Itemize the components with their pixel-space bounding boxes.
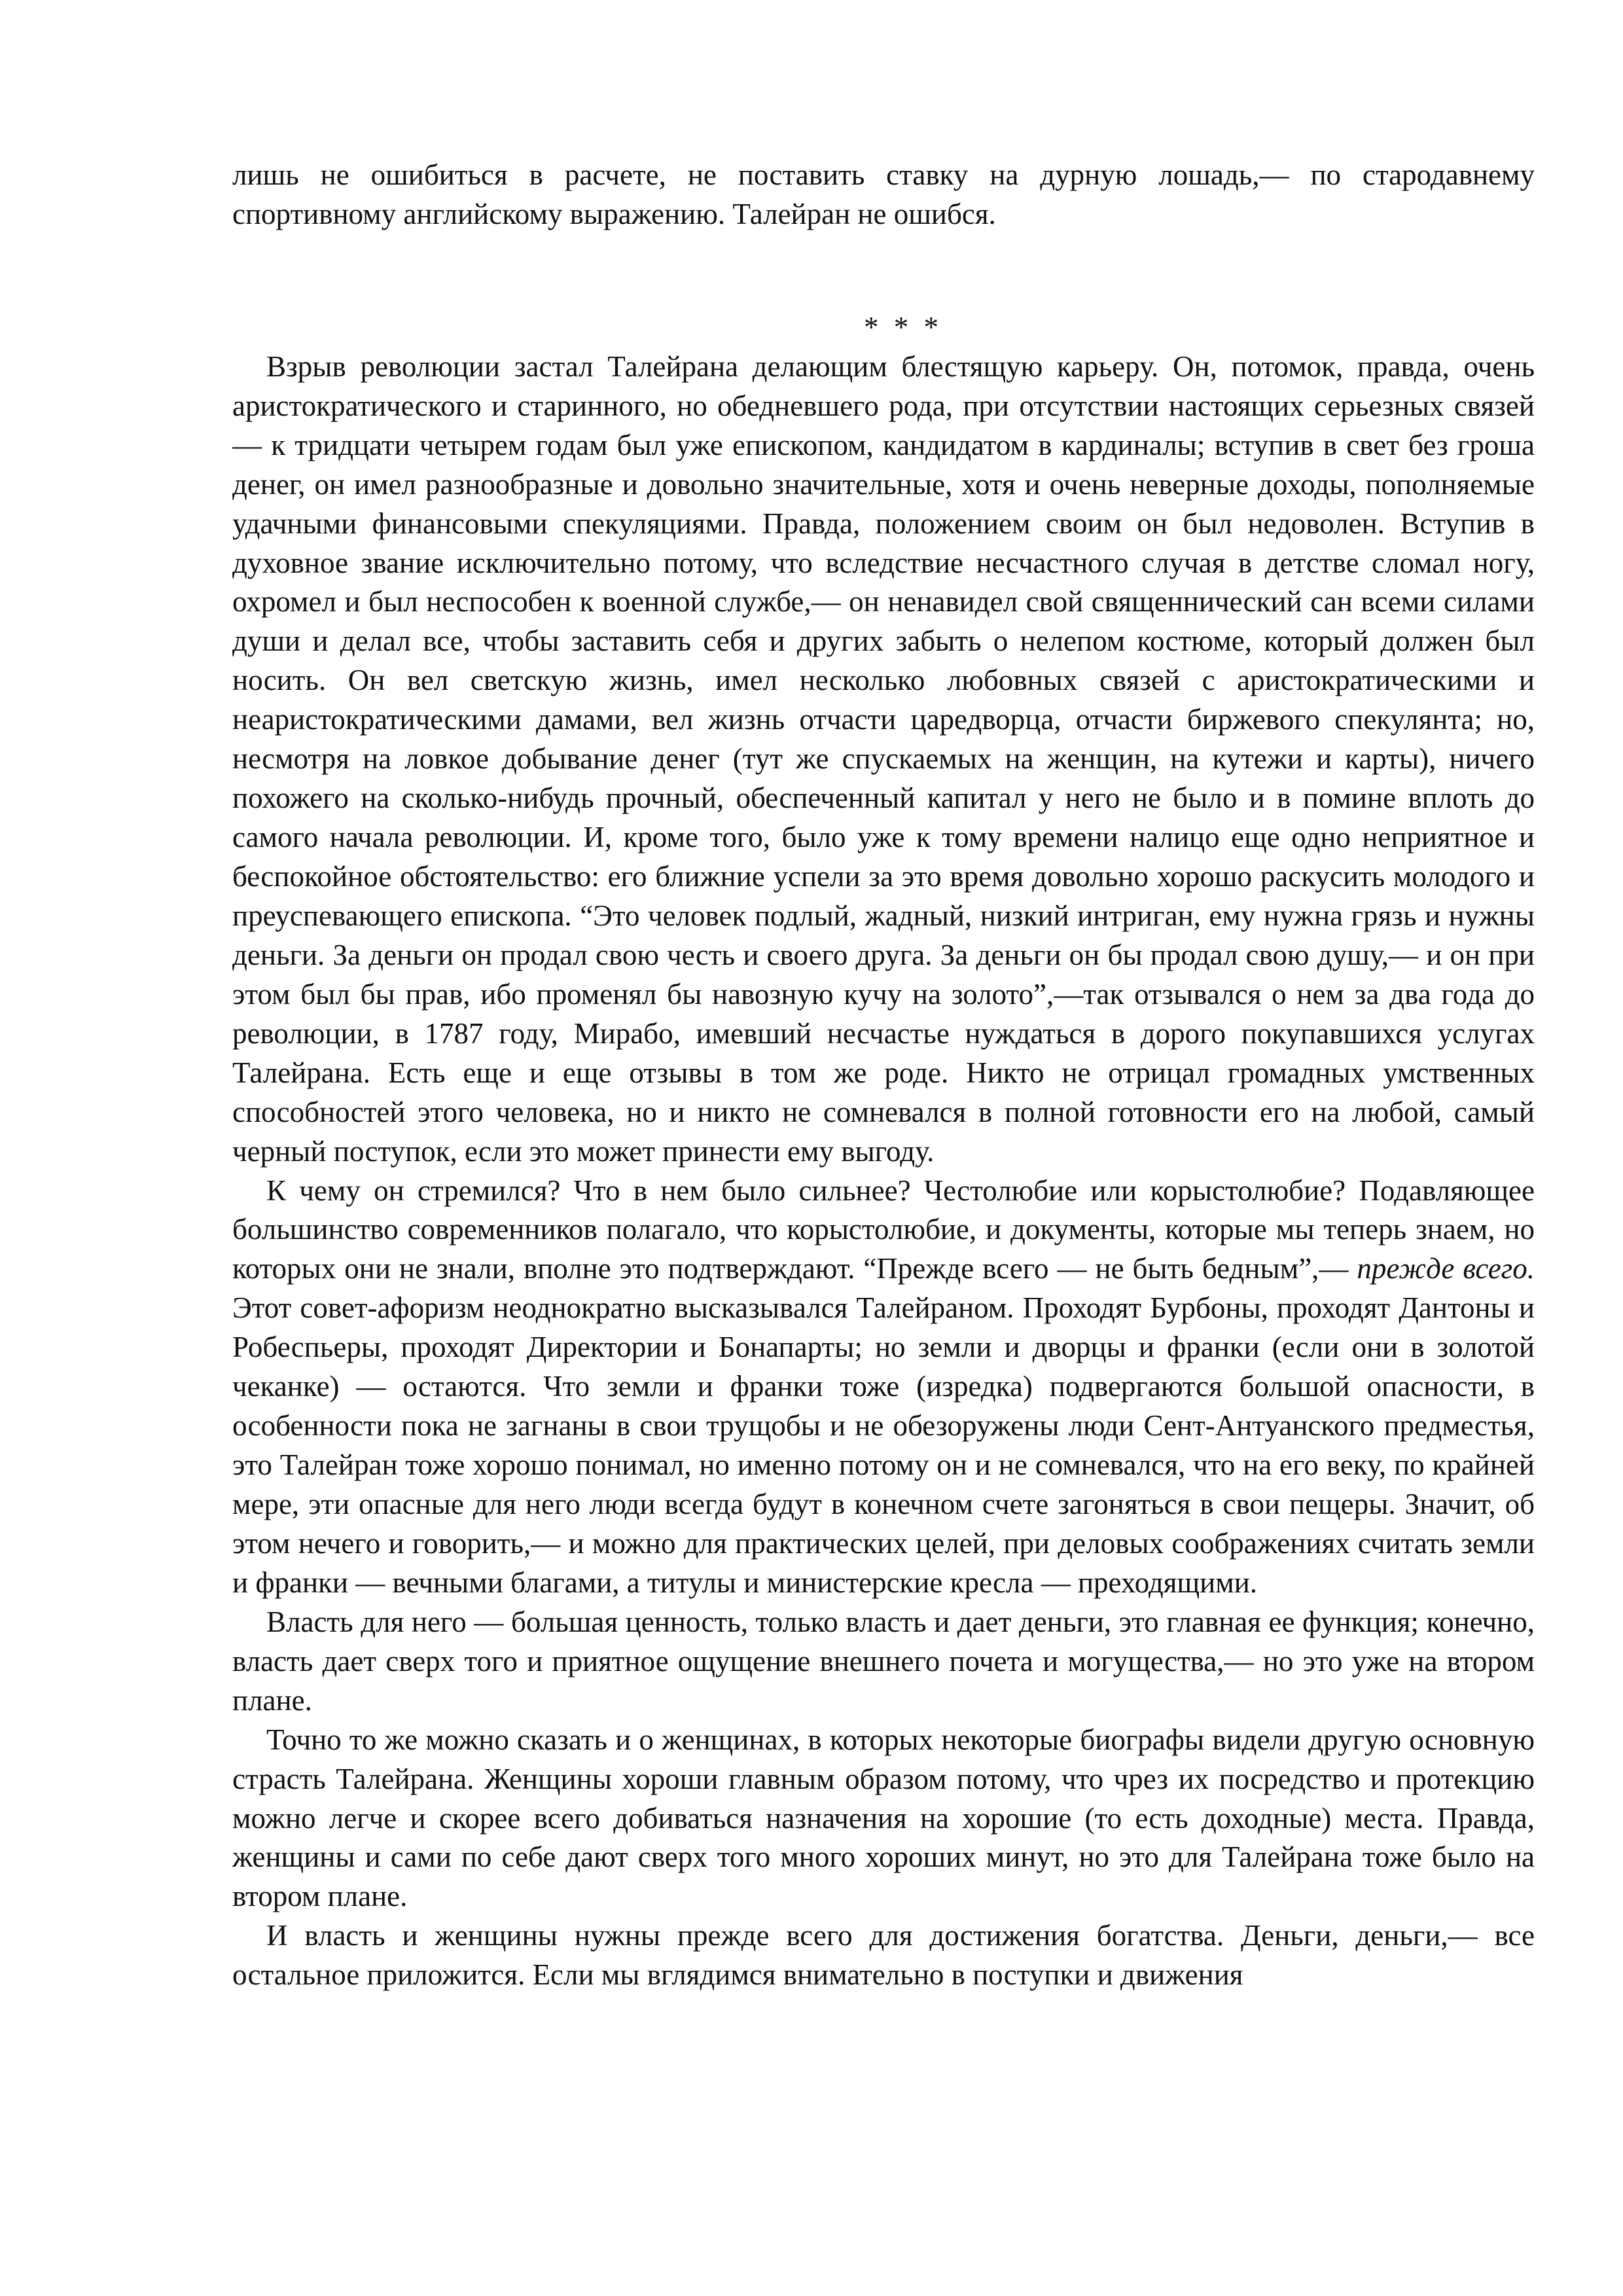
paragraph-5: И власть и женщины нужны прежде всего для достижения богатства. Деньги, деньги,— все остальное приложится. Если мы вглядимся внимательно в поступки и движения	[232, 1919, 1535, 1992]
body-text	[232, 156, 1535, 1995]
continuation-paragraph: лишь не ошибиться в расчете, не поставить ставку на дурную лошадь,— по стародавнему спортивному английскому выражению. Талейран не ошибся.	[232, 158, 1535, 230]
paragraph-2-text-b: Этот совет-афоризм неоднократно высказывался Талейраном. Проходят Бурбоны, проходят Дантоны и Робеспьеры, проходят Директории и Бонапарты; но земли и дворцы и франки (если они в золотой чеканке) — остаются. Что земли и франки тоже (изредка) подвергаются большой опасности, в особенности пока не загнаны в свои трущобы и не обезоружены люди Сент-Антуанского предместья, это Талейран тоже хорошо понимал, но именно потому он и не сомневался, что на его веку, по крайней мере, эти опасные для него люди всегда будут в конечном счете загоняться в свои пещеры. Значит, об этом нечего и говорить,— и можно для практических целей, при деловых соображениях считать земли и франки — вечными благами, а титулы и министерские кресла — преходящими.	[232, 1291, 1535, 1599]
section-separator: * * *	[864, 310, 942, 344]
paragraph-2	[232, 1172, 1535, 1603]
paragraph-4: Точно то же можно сказать и о женщинах, в которых некоторые биографы видели другую основную страсть Талейрана. Женщины хороши главным образом потому, что чрез их посредство и протекцию можно легче и скорее всего добиваться назначения на хорошие (то есть доходные) места. Правда, женщины и сами по себе дают сверх того много хороших минут, но это для Талейрана тоже было на втором плане.	[232, 1723, 1535, 1913]
paragraph-3: Власть для него — большая ценность, только власть и дает деньги, это главная ее функция; конечно, власть дает сверх того и приятное ощущение внешнего почета и могущества,— но это уже на втором плане.	[232, 1605, 1535, 1717]
paragraph-2-text-a: К чему он стремился? Что в нем было сильнее? Честолюбие или корыстолюбие? Подавляющее большинство современников полагало, что корыстолюбие, и документы, которые мы теперь знаем, но которых они не знали, вполне это подтверждают. “Прежде всего — не быть бедным”,—	[232, 1174, 1535, 1285]
paragraph-1: Взрыв революции застал Талейрана делающим блестящую карьеру. Он, потомок, правда, очень аристократического и старинного, но обедневшего рода, при отсутствии настоящих серьезных связей — к тридцати четырем годам был уже епископом, кандидатом в кардиналы; вступив в свет без гроша денег, он имел разнообразные и довольно значительные, хотя и очень неверные доходы, пополняемые удачными финансовыми спекуляциями. Правда, положением своим он был недоволен. Вступив в духовное звание исключительно потому, что вследствие несчастного случая в детстве сломал ногу, охромел и был неспособен к военной службе,— он ненавидел свой священнический сан всеми силами души и делал все, чтобы заставить себя и других забыть о нелепом костюме, который должен был носить. Он вел светскую жизнь, имел несколько любовных связей с аристократическими и неаристократическими дамами, вел жизнь отчасти царедворца, отчасти биржевого спекулянта; но, несмотря на ловкое добывание денег (тут же спускаемых на женщин, на кутежи и карты), ничего похожего на сколько-нибудь прочный, обеспеченный капитал у него не было и в помине вплоть до самого начала революции. И, кроме того, было уже к тому времени налицо еще одно неприятное и беспокойное обстоятельство: его ближние успели за это время довольно хорошо раскусить молодого и преуспевающего епископа. “Это человек подлый, жадный, низкий интриган, ему нужна грязь и нужны деньги. За деньги он продал свою честь и своего друга. За деньги он бы продал свою душу,— и он при этом был бы прав, ибо променял бы навозную кучу на золото”,—так отзывался о нем за два года до революции, в 1787 году, Мирабо, имевший несчастье нуждаться в дорого покупавшихся услугах Талейрана. Есть еще и еще отзывы в том же роде. Никто не отрицал громадных умственных способностей этого человека, но и никто не сомневался в полной готовности его на любой, самый черный поступок, если это может принести ему выгоду.	[232, 350, 1535, 1168]
paragraph-2-emphasis: прежде всего.	[1357, 1252, 1535, 1285]
